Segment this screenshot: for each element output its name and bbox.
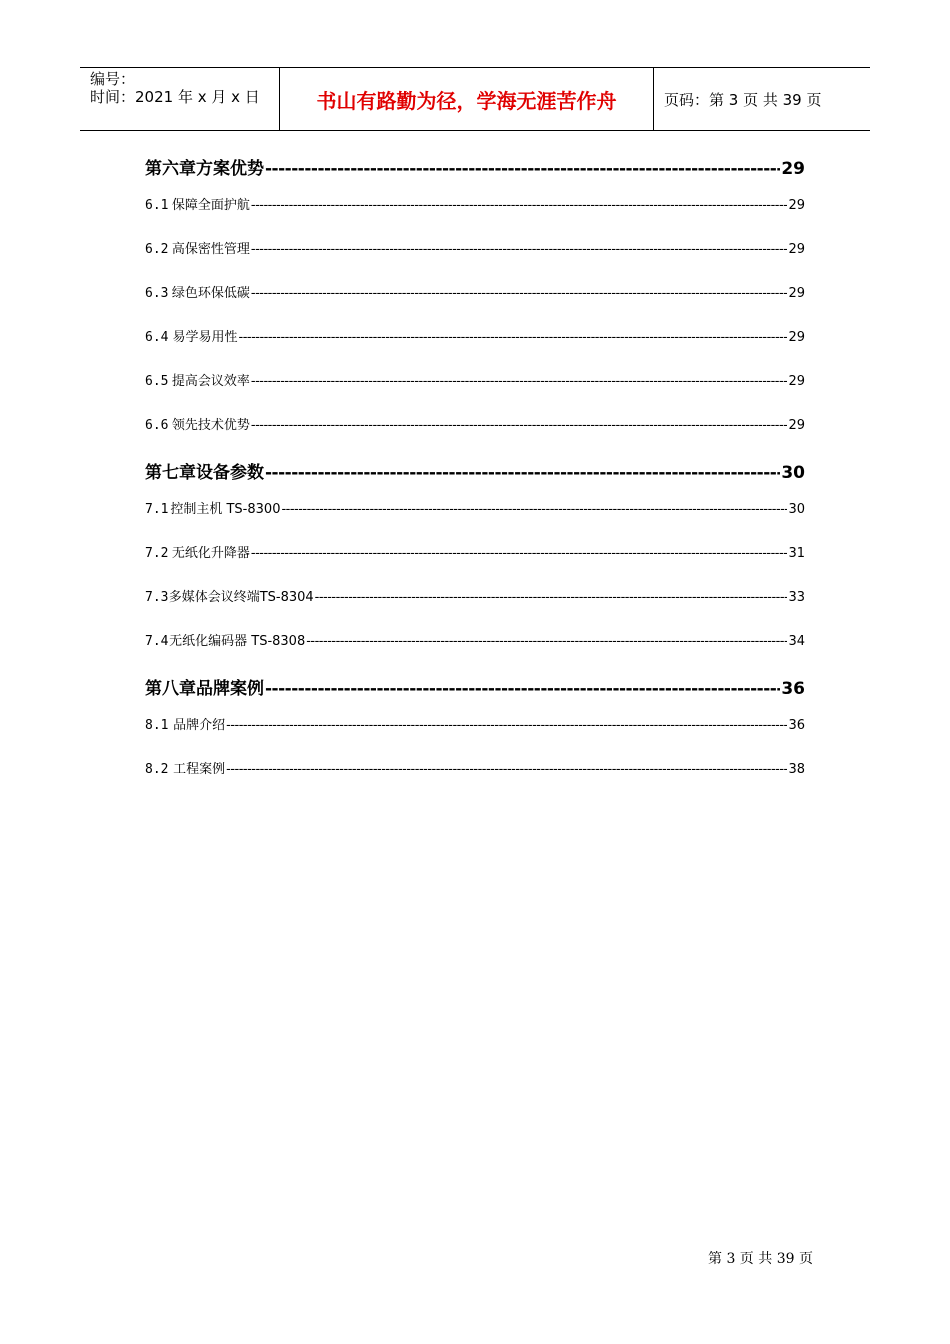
header-meta: [80, 68, 280, 130]
dot-leader: [226, 758, 787, 782]
dot-leader: [265, 154, 780, 184]
toc-section-7-1[interactable]: [145, 498, 805, 522]
chapter-number: 第八章: [145, 679, 196, 699]
toc-section-7-2[interactable]: [145, 542, 805, 566]
section-title: 易学易用性: [172, 330, 238, 345]
dot-leader: [306, 630, 787, 654]
number-label: 编号：: [90, 70, 136, 88]
section-number: 6.2: [145, 242, 169, 257]
page-header: [80, 67, 870, 131]
section-number: 7.2: [145, 546, 169, 561]
page-number: 29: [788, 374, 805, 389]
section-number: 6.1: [145, 198, 169, 213]
dot-leader: [239, 326, 788, 350]
toc-section-6-2[interactable]: [145, 238, 805, 262]
dot-leader: [226, 714, 787, 738]
toc-section-8-1[interactable]: [145, 714, 805, 738]
dot-leader: [265, 674, 780, 704]
dot-leader: [251, 414, 788, 438]
chapter-number: 第七章: [145, 463, 196, 483]
toc-chapter-8[interactable]: [145, 674, 805, 704]
toc-chapter-6[interactable]: [145, 154, 805, 184]
chapter-number: 第六章: [145, 159, 196, 179]
chapter-title: 品牌案例: [196, 679, 264, 699]
dot-leader: [265, 458, 780, 488]
page-number: 29: [788, 418, 805, 433]
section-title: 高保密性管理: [171, 242, 250, 257]
section-number: 7.3: [145, 590, 169, 605]
toc-section-6-5[interactable]: [145, 370, 805, 394]
page-number: 36: [788, 718, 805, 733]
header-page-info: 页码：第 3 页 共 39 页: [664, 90, 822, 109]
section-title: 品牌介绍: [173, 718, 226, 733]
section-title: 无纸化升降器: [171, 546, 250, 561]
page-number: 30: [788, 502, 805, 517]
dot-leader: [251, 238, 788, 262]
section-number: 6.3: [145, 286, 169, 301]
table-of-contents: [145, 150, 805, 782]
header-motto: 书山有路勤为径，学海无涯苦作舟: [280, 68, 654, 130]
section-title: 领先技术优势: [171, 418, 250, 433]
section-title: 工程案例: [173, 762, 226, 777]
page-number: 31: [788, 546, 805, 561]
toc-chapter-7[interactable]: [145, 458, 805, 488]
chapter-title: 方案优势: [196, 159, 264, 179]
section-number: 8.1: [145, 718, 169, 733]
section-number: 6.5: [145, 374, 169, 389]
dot-leader: [281, 498, 787, 522]
section-number: 6.6: [145, 418, 169, 433]
toc-section-6-4[interactable]: [145, 326, 805, 350]
page-number: 29: [788, 286, 805, 301]
section-number: 7.4: [145, 634, 169, 649]
page-number: 29: [781, 159, 805, 179]
page-number: 30: [781, 463, 805, 483]
dot-leader: [251, 194, 788, 218]
chapter-title: 设备参数: [196, 463, 264, 483]
section-title: 绿色环保低碳: [171, 286, 250, 301]
page-number: 29: [788, 330, 805, 345]
section-title: 提高会议效率: [171, 374, 250, 389]
page-number: 29: [788, 242, 805, 257]
page-number: 33: [788, 590, 805, 605]
dot-leader: [251, 282, 788, 306]
toc-section-7-4[interactable]: [145, 630, 805, 654]
page-number: 29: [788, 198, 805, 213]
dot-leader: [251, 370, 788, 394]
page-footer: 第 3 页 共 39 页: [708, 1251, 813, 1267]
page-number: 34: [788, 634, 805, 649]
time-label: 时间：2021 年 x 月 x 日: [90, 88, 260, 106]
section-title: 多媒体会议终端TS-8304: [168, 590, 314, 605]
section-title: 保障全面护航: [171, 198, 250, 213]
section-title: 无纸化编码器 TS-8308: [169, 634, 306, 649]
page-number: 38: [788, 762, 805, 777]
section-number: 8.2: [145, 762, 169, 777]
toc-section-6-6[interactable]: [145, 414, 805, 438]
section-number: 6.4: [145, 330, 169, 345]
dot-leader: [251, 542, 788, 566]
toc-section-7-3[interactable]: [145, 586, 805, 610]
section-title: 控制主机 TS-8300: [170, 502, 281, 517]
dot-leader: [315, 586, 788, 610]
toc-section-8-2[interactable]: [145, 758, 805, 782]
section-number: 7.1: [145, 502, 169, 517]
toc-section-6-1[interactable]: [145, 194, 805, 218]
toc-section-6-3[interactable]: [145, 282, 805, 306]
page-number: 36: [781, 679, 805, 699]
